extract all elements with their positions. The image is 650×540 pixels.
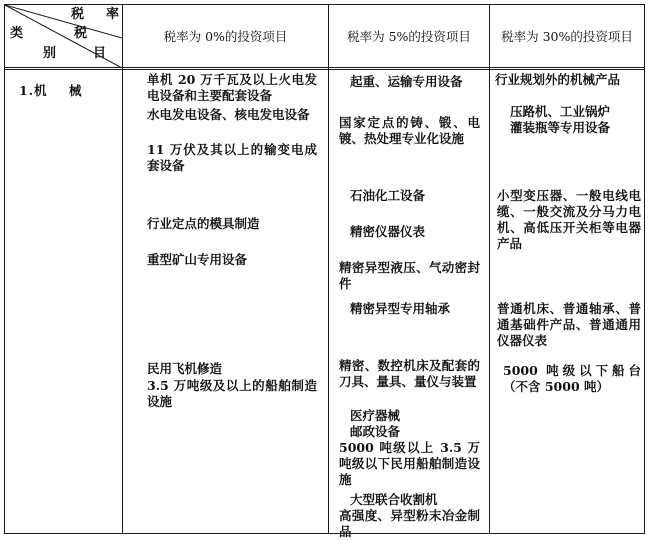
item-2-2: 灌装瓶等专用设备 — [510, 120, 611, 135]
item-1-2: 石油化工设备 — [350, 188, 426, 203]
corner-label-item: 目 — [93, 46, 107, 61]
item-2-5: 5000 吨级以下船台（不含 5000 吨） — [503, 363, 641, 394]
item-1-10: 大型联合收割机 — [350, 492, 438, 507]
item-0-0: 单机 20 万千瓦及以上火电发电设备和主要配套设备 — [147, 72, 317, 103]
item-0-6: 3.5 万吨级及以上的船舶制造设施 — [147, 378, 317, 409]
item-0-3: 行业定点的模具制造 — [147, 216, 260, 231]
item-2-3: 小型变压器、一般电线电缆、一般交流及分马力电机、高低压开关柜等电器产品 — [497, 188, 641, 251]
header-rate-5: 税率为 5%的投资项目 — [347, 29, 471, 44]
corner-label-category: 类 — [10, 26, 24, 41]
item-1-9: 5000 吨级以上 3.5 万吨级以下民用船舶制造设施 — [339, 440, 480, 487]
item-2-1: 压路机、工业锅炉 — [510, 104, 611, 119]
item-1-8: 邮政设备 — [350, 424, 401, 439]
item-1-6: 精密、数控机床及配套的刀具、量具、量仪与装置 — [339, 358, 480, 389]
column-divider — [122, 5, 123, 533]
item-0-5: 民用飞机修造 — [147, 361, 223, 376]
item-1-4: 精密异型液压、气动密封件 — [339, 260, 480, 291]
column-divider — [489, 5, 490, 533]
column-divider — [328, 5, 329, 533]
item-1-5: 精密异型专用轴承 — [350, 301, 451, 316]
item-2-0: 行业规划外的机械产品 — [495, 72, 621, 87]
header-rate-30: 税率为 30%的投资项目 — [501, 29, 633, 44]
item-1-11: 高强度、异型粉末冶金制品 — [339, 508, 480, 539]
corner-label-tax-item: 税 — [74, 26, 88, 41]
header-rate-0: 税率为 0%的投资项目 — [163, 29, 288, 44]
item-0-2: 11 万伏及其以上的输变电成套设备 — [147, 142, 317, 173]
item-2-4: 普通机床、普通轴承、普通基础件产品、普通通用仪器仪表 — [497, 301, 641, 348]
item-0-1: 水电发电设备、核电发电设备 — [147, 107, 310, 122]
item-1-1: 国家定点的铸、锻、电镀、热处理专业化设施 — [339, 115, 480, 146]
corner-label-type: 别 — [43, 46, 57, 61]
item-1-3: 精密仪器仪表 — [350, 224, 426, 239]
item-0-4: 重型矿山专用设备 — [147, 252, 248, 267]
tax-rate-table — [4, 4, 645, 539]
item-1-7: 医疗器械 — [350, 408, 401, 423]
corner-label-rate: 率 — [106, 7, 120, 22]
item-1-0: 起重、运输专用设备 — [350, 74, 463, 89]
category-machinery: 1.机 械 — [19, 83, 83, 98]
corner-label-tax: 税 — [71, 7, 85, 22]
